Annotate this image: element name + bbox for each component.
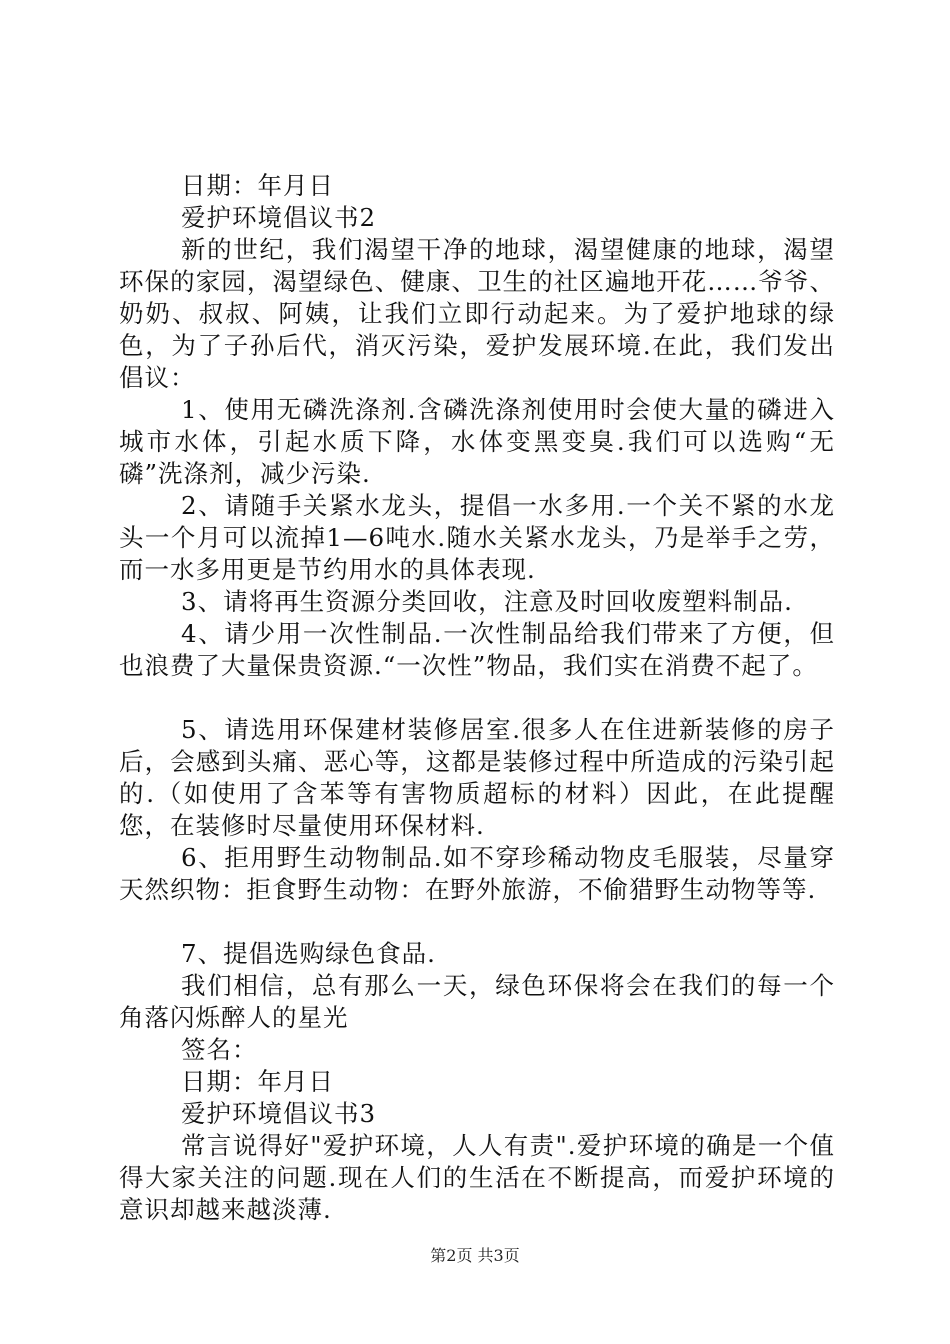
section-title: 爱护环境倡议书3 bbox=[181, 1099, 377, 1128]
section-title: 爱护环境倡议书2 bbox=[181, 203, 377, 232]
proposal-item-4: 4、请少用一次性制品.一次性制品给我们带来了方便，但也浪费了大量保贵资源.“一次性”物品，我们实在消费不起了。 bbox=[119, 619, 835, 680]
blank-line bbox=[119, 906, 835, 938]
proposal-item-5: 5、请选用环保建材装修居室.很多人在住进新装修的房子后，会感到头痛、恶心等，这都是装修过程中所造成的污染引起的.（如使用了含苯等有害物质超标的材料）因此，在此提醒您，在装修时尽量使用环保材料. bbox=[119, 715, 835, 840]
proposal-item-2: 2、请随手关紧水龙头，提倡一水多用.一个关不紧的水龙头一个月可以流掉1—6吨水.随水关紧水龙头，乃是举手之劳，而一水多用更是节约用水的具体表现. bbox=[119, 491, 835, 584]
signature-line: 签名： bbox=[181, 1035, 258, 1064]
proposal-item-7: 7、提倡选购绿色食品. bbox=[181, 939, 436, 968]
proposal-item-1: 1、使用无磷洗涤剂.含磷洗涤剂使用时会使大量的磷进入城市水体，引起水质下降，水体变黑变臭.我们可以选购“无磷”洗涤剂，减少污染. bbox=[119, 395, 835, 488]
closing-paragraph: 我们相信，总有那么一天，绿色环保将会在我们的每一个角落闪烁醉人的星光 bbox=[119, 971, 835, 1032]
proposal-item-6: 6、拒用野生动物制品.如不穿珍稀动物皮毛服装，尽量穿天然织物：拒食野生动物：在野外旅游，不偷猎野生动物等等. bbox=[119, 843, 835, 904]
date-line: 日期：年月日 bbox=[181, 1067, 334, 1096]
proposal-item-3: 3、请将再生资源分类回收，注意及时回收废塑料制品. bbox=[181, 587, 793, 616]
date-line: 日期：年月日 bbox=[181, 171, 334, 200]
intro-paragraph: 新的世纪，我们渴望干净的地球，渴望健康的地球，渴望环保的家园，渴望绿色、健康、卫生的社区遍地开花……爷爷、奶奶、叔叔、阿姨，让我们立即行动起来。为了爱护地球的绿色，为了子孙后代，消灭污染，爱护发展环境.在此，我们发出倡议： bbox=[119, 235, 835, 392]
saying-paragraph: 常言说得好"爱护环境，人人有责".爱护环境的确是一个值得大家关注的问题.现在人们的生活在不断提高，而爱护环境的意识却越来越淡薄. bbox=[119, 1131, 835, 1224]
document-body bbox=[119, 170, 835, 1226]
blank-line bbox=[119, 682, 835, 714]
page-number-footer: 第2页 共3页 bbox=[430, 1246, 520, 1265]
